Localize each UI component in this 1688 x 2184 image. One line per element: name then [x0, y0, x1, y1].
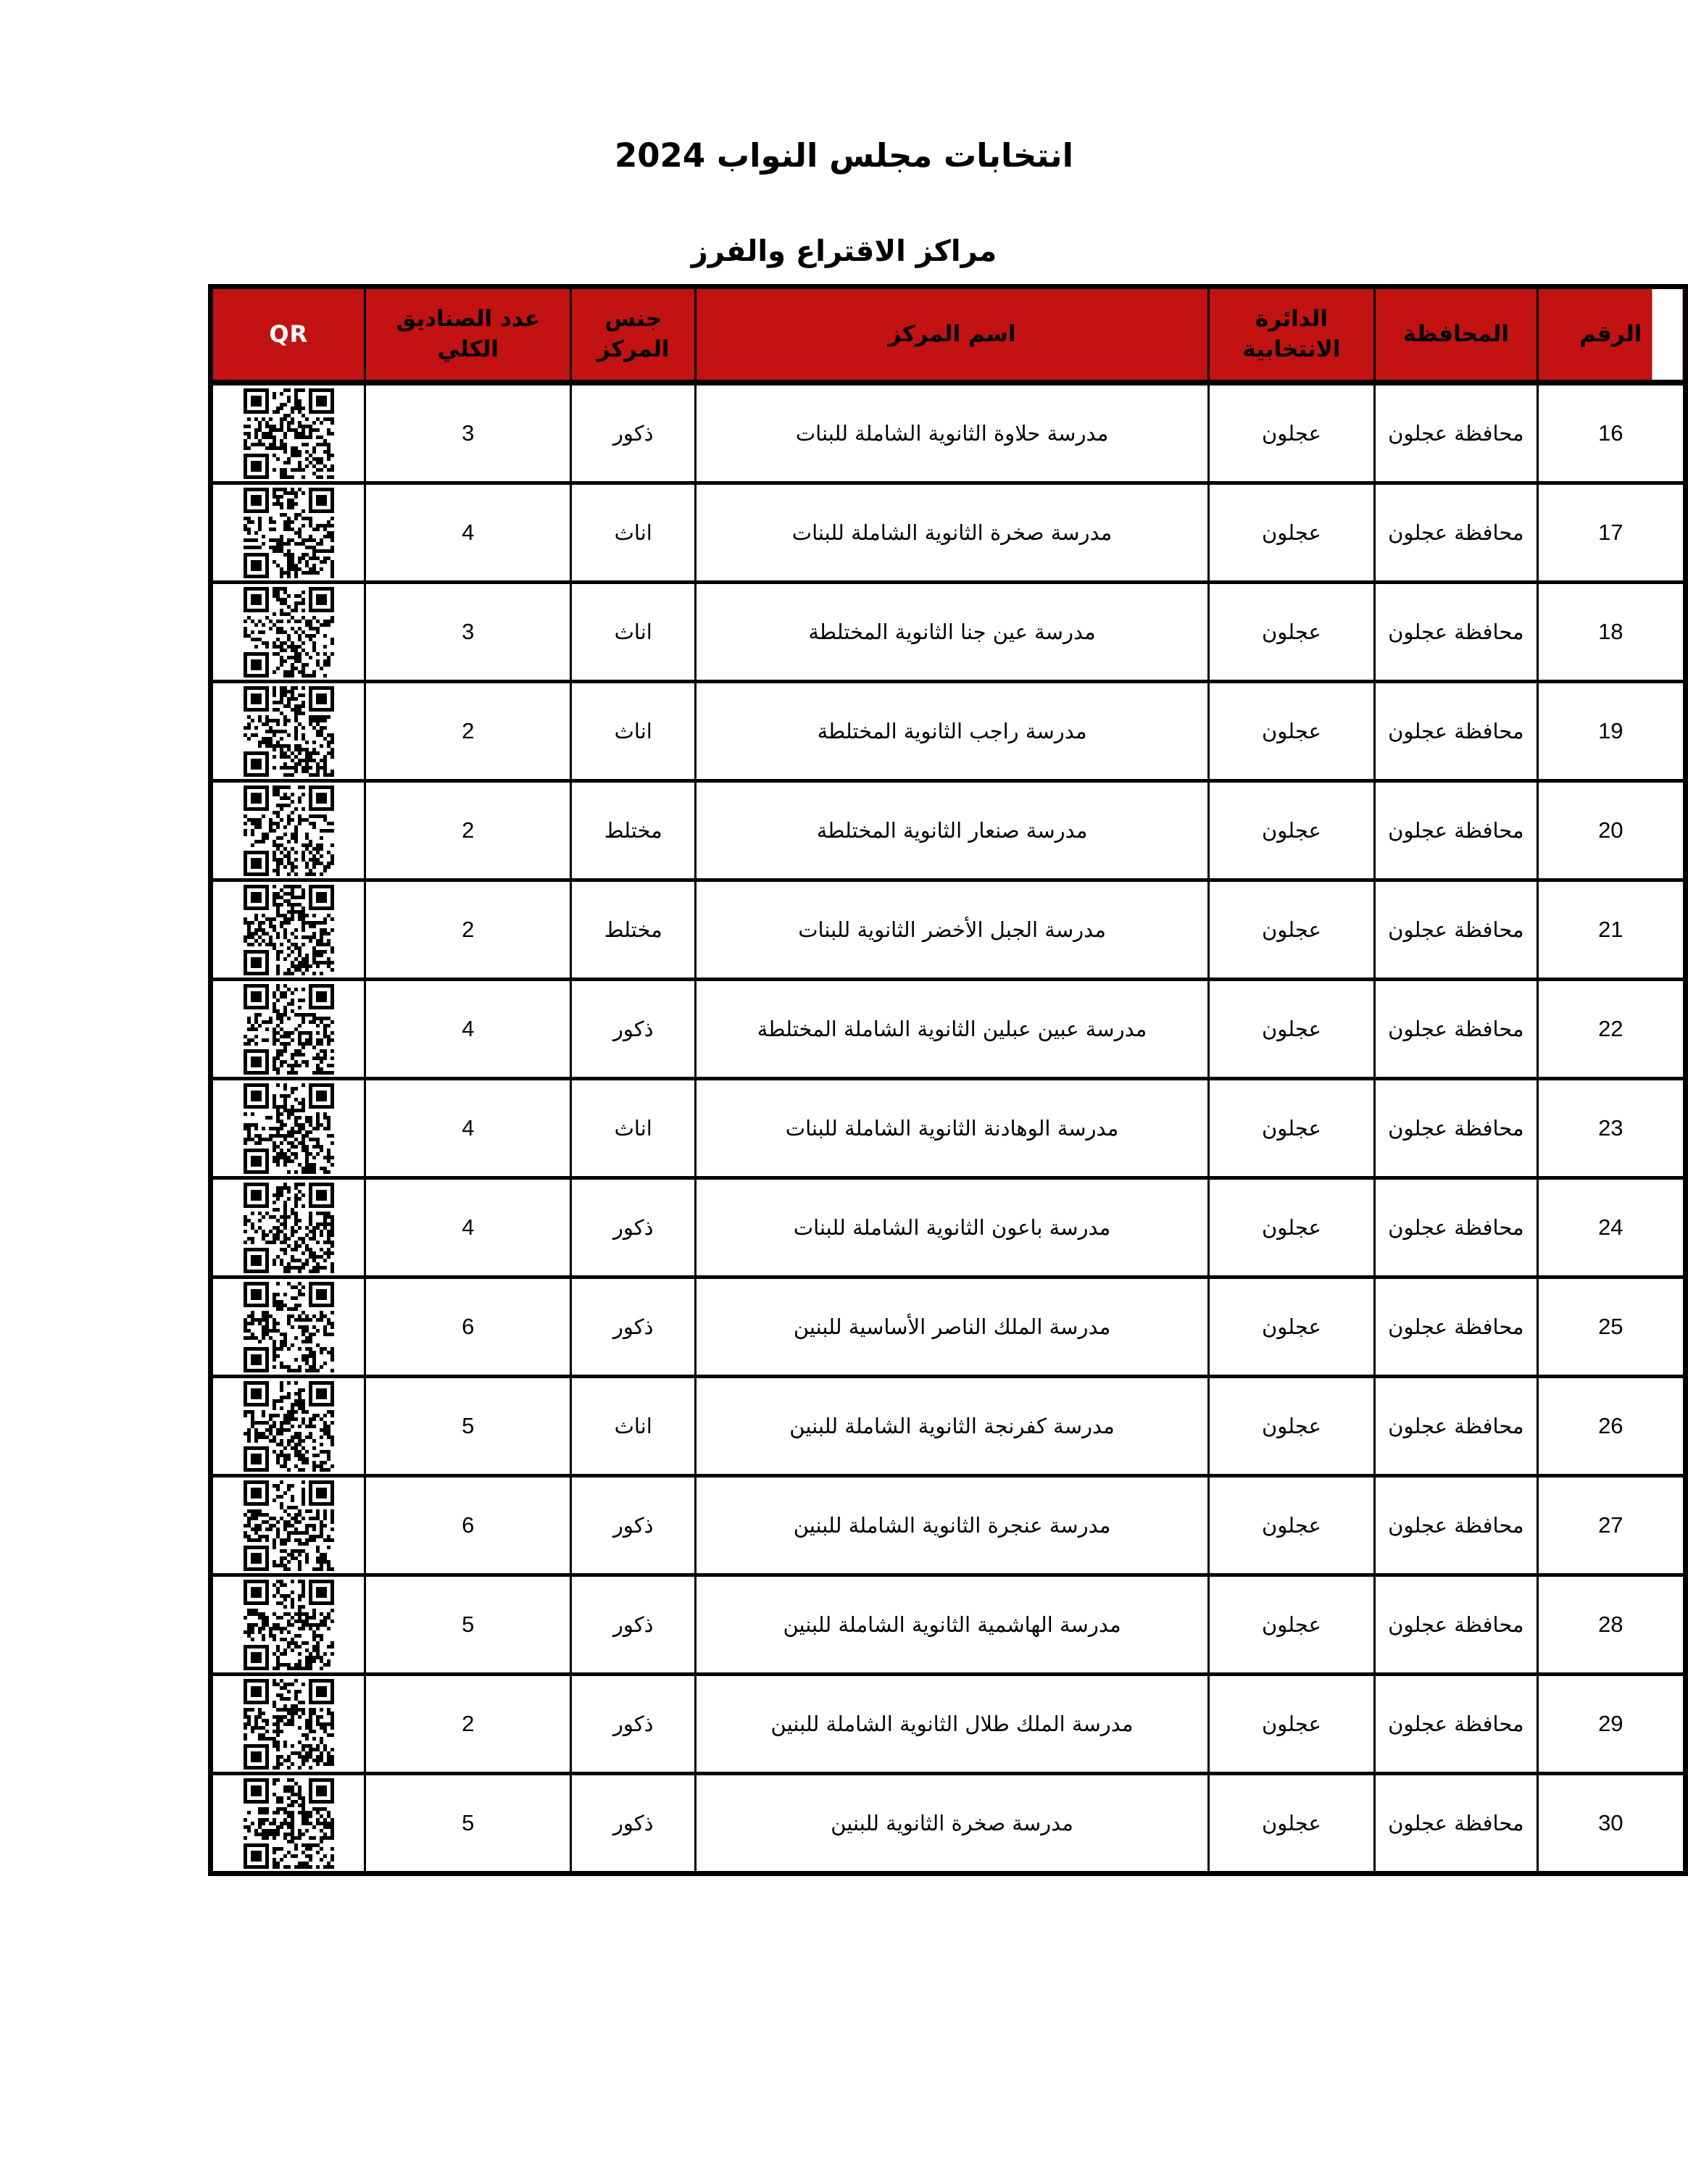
qr-cell — [211, 483, 365, 583]
row-number-cell: 18 — [1537, 583, 1685, 682]
qr-code-image — [244, 388, 334, 479]
qr-cell — [211, 781, 365, 880]
district-cell: عجلون — [1208, 880, 1374, 980]
district-cell: عجلون — [1208, 1575, 1374, 1675]
table-row — [211, 383, 1686, 483]
total-boxes-cell: 6 — [365, 1476, 571, 1575]
table-row — [211, 583, 1686, 682]
total-boxes-cell: 5 — [365, 1575, 571, 1675]
center-name-cell: مدرسة عبين عبلين الثانوية الشاملة المختلطة — [696, 980, 1208, 1079]
table-row — [211, 781, 1686, 880]
row-number-cell: 27 — [1537, 1476, 1685, 1575]
district-cell: عجلون — [1208, 1675, 1374, 1774]
governorate-cell: محافظة عجلون — [1375, 781, 1537, 880]
governorate-cell: محافظة عجلون — [1375, 1377, 1537, 1476]
total-boxes-cell: 4 — [365, 1178, 571, 1278]
qr-code-image — [244, 1480, 334, 1571]
row-number-cell: 21 — [1537, 880, 1685, 980]
table-row — [211, 1476, 1686, 1575]
district-cell: عجلون — [1208, 1079, 1374, 1178]
total-boxes-cell: 5 — [365, 1377, 571, 1476]
table-row — [211, 1278, 1686, 1377]
total-boxes-cell: 3 — [365, 383, 571, 483]
header-qr: QR — [211, 287, 365, 383]
qr-code-image — [244, 686, 334, 777]
qr-code-image — [244, 785, 334, 876]
district-cell: عجلون — [1208, 682, 1374, 781]
district-cell: عجلون — [1208, 1178, 1374, 1278]
qr-cell — [211, 880, 365, 980]
center-name-cell: مدرسة كفرنجة الثانوية الشاملة للبنين — [696, 1377, 1208, 1476]
table-row — [211, 1079, 1686, 1178]
total-boxes-cell: 2 — [365, 781, 571, 880]
header-total-boxes: عدد الصناديق الكلي — [365, 287, 571, 383]
center-gender-cell: ذكور — [571, 1178, 696, 1278]
qr-code-image — [244, 1083, 334, 1174]
center-name-cell: مدرسة صخرة الثانوية الشاملة للبنات — [696, 483, 1208, 583]
governorate-cell: محافظة عجلون — [1375, 383, 1537, 483]
header-district: الدائرة الانتخابية — [1208, 287, 1374, 383]
center-name-cell: مدرسة الوهادنة الثانوية الشاملة للبنات — [696, 1079, 1208, 1178]
total-boxes-cell: 3 — [365, 583, 571, 682]
center-name-cell: مدرسة الجبل الأخضر الثانوية للبنات — [696, 880, 1208, 980]
qr-cell — [211, 1476, 365, 1575]
district-cell: عجلون — [1208, 1278, 1374, 1377]
qr-code-image — [244, 1381, 334, 1472]
district-cell: عجلون — [1208, 1377, 1374, 1476]
table-body — [211, 383, 1686, 1874]
row-number-cell: 19 — [1537, 682, 1685, 781]
polling-centers-table — [208, 284, 1688, 1876]
governorate-cell: محافظة عجلون — [1375, 880, 1537, 980]
center-gender-cell: اناث — [571, 682, 696, 781]
table-row — [211, 980, 1686, 1079]
total-boxes-cell: 6 — [365, 1278, 571, 1377]
qr-cell — [211, 1575, 365, 1675]
center-gender-cell: اناث — [571, 583, 696, 682]
header-governorate: المحافظة — [1375, 287, 1537, 383]
qr-code-image — [244, 1778, 334, 1869]
table-row — [211, 1774, 1686, 1874]
governorate-cell: محافظة عجلون — [1375, 1079, 1537, 1178]
qr-code-image — [244, 984, 334, 1075]
governorate-cell: محافظة عجلون — [1375, 1476, 1537, 1575]
table-row — [211, 1178, 1686, 1278]
total-boxes-cell: 4 — [365, 483, 571, 583]
row-number-cell: 16 — [1537, 383, 1685, 483]
table-row — [211, 1377, 1686, 1476]
district-cell: عجلون — [1208, 1774, 1374, 1874]
governorate-cell: محافظة عجلون — [1375, 1675, 1537, 1774]
governorate-cell: محافظة عجلون — [1375, 1774, 1537, 1874]
qr-cell — [211, 1178, 365, 1278]
governorate-cell: محافظة عجلون — [1375, 682, 1537, 781]
table-row — [211, 682, 1686, 781]
total-boxes-cell: 2 — [365, 682, 571, 781]
row-number-cell: 22 — [1537, 980, 1685, 1079]
qr-cell — [211, 1774, 365, 1874]
row-number-cell: 29 — [1537, 1675, 1685, 1774]
qr-cell — [211, 1675, 365, 1774]
center-gender-cell: اناث — [571, 483, 696, 583]
table-row — [211, 880, 1686, 980]
center-gender-cell: مختلط — [571, 781, 696, 880]
center-name-cell: مدرسة الهاشمية الثانوية الشاملة للبنين — [696, 1575, 1208, 1675]
district-cell: عجلون — [1208, 583, 1374, 682]
qr-code-image — [244, 1580, 334, 1670]
qr-cell — [211, 682, 365, 781]
district-cell: عجلون — [1208, 1476, 1374, 1575]
header-center-gender: جنس المركز — [571, 287, 696, 383]
qr-code-image — [244, 885, 334, 975]
qr-code-image — [244, 488, 334, 578]
page-title: انتخابات مجلس النواب 2024 — [614, 136, 1074, 175]
center-name-cell: مدرسة حلاوة الثانوية الشاملة للبنات — [696, 383, 1208, 483]
header-center-name: اسم المركز — [696, 287, 1208, 383]
district-cell: عجلون — [1208, 383, 1374, 483]
center-gender-cell: اناث — [571, 1377, 696, 1476]
qr-code-image — [244, 1282, 334, 1372]
center-name-cell: مدرسة الملك الناصر الأساسية للبنين — [696, 1278, 1208, 1377]
total-boxes-cell: 5 — [365, 1774, 571, 1874]
center-gender-cell: اناث — [571, 1079, 696, 1178]
governorate-cell: محافظة عجلون — [1375, 1178, 1537, 1278]
table-row — [211, 1575, 1686, 1675]
governorate-cell: محافظة عجلون — [1375, 583, 1537, 682]
center-name-cell: مدرسة باعون الثانوية الشاملة للبنات — [696, 1178, 1208, 1278]
center-gender-cell: ذكور — [571, 1476, 696, 1575]
header-number: الرقم — [1537, 287, 1685, 383]
row-number-cell: 30 — [1537, 1774, 1685, 1874]
qr-cell — [211, 383, 365, 483]
qr-cell — [211, 583, 365, 682]
table-header-row — [211, 287, 1686, 383]
row-number-cell: 28 — [1537, 1575, 1685, 1675]
governorate-cell: محافظة عجلون — [1375, 483, 1537, 583]
center-name-cell: مدرسة راجب الثانوية المختلطة — [696, 682, 1208, 781]
center-name-cell: مدرسة الملك طلال الثانوية الشاملة للبنين — [696, 1675, 1208, 1774]
row-number-cell: 17 — [1537, 483, 1685, 583]
center-name-cell: مدرسة صنعار الثانوية المختلطة — [696, 781, 1208, 880]
district-cell: عجلون — [1208, 483, 1374, 583]
center-name-cell: مدرسة عنجرة الثانوية الشاملة للبنين — [696, 1476, 1208, 1575]
district-cell: عجلون — [1208, 781, 1374, 880]
center-gender-cell: ذكور — [571, 1774, 696, 1874]
qr-cell — [211, 1278, 365, 1377]
center-gender-cell: ذكور — [571, 383, 696, 483]
qr-cell — [211, 1377, 365, 1476]
district-cell: عجلون — [1208, 980, 1374, 1079]
qr-cell — [211, 980, 365, 1079]
row-number-cell: 20 — [1537, 781, 1685, 880]
governorate-cell: محافظة عجلون — [1375, 980, 1537, 1079]
center-name-cell: مدرسة عين جنا الثانوية المختلطة — [696, 583, 1208, 682]
row-number-cell: 23 — [1537, 1079, 1685, 1178]
qr-code-image — [244, 587, 334, 678]
row-number-cell: 24 — [1537, 1178, 1685, 1278]
center-gender-cell: ذكور — [571, 1675, 696, 1774]
table-row — [211, 1675, 1686, 1774]
row-number-cell: 26 — [1537, 1377, 1685, 1476]
qr-code-image — [244, 1679, 334, 1770]
center-gender-cell: ذكور — [571, 1575, 696, 1675]
total-boxes-cell: 2 — [365, 1675, 571, 1774]
center-gender-cell: ذكور — [571, 980, 696, 1079]
governorate-cell: محافظة عجلون — [1375, 1575, 1537, 1675]
total-boxes-cell: 2 — [365, 880, 571, 980]
governorate-cell: محافظة عجلون — [1375, 1278, 1537, 1377]
center-gender-cell: مختلط — [571, 880, 696, 980]
center-name-cell: مدرسة صخرة الثانوية للبنين — [696, 1774, 1208, 1874]
total-boxes-cell: 4 — [365, 1079, 571, 1178]
qr-code-image — [244, 1183, 334, 1273]
qr-cell — [211, 1079, 365, 1178]
table-row — [211, 483, 1686, 583]
page-subtitle: مراكز الاقتراع والفرز — [691, 235, 997, 268]
center-gender-cell: ذكور — [571, 1278, 696, 1377]
row-number-cell: 25 — [1537, 1278, 1685, 1377]
total-boxes-cell: 4 — [365, 980, 571, 1079]
